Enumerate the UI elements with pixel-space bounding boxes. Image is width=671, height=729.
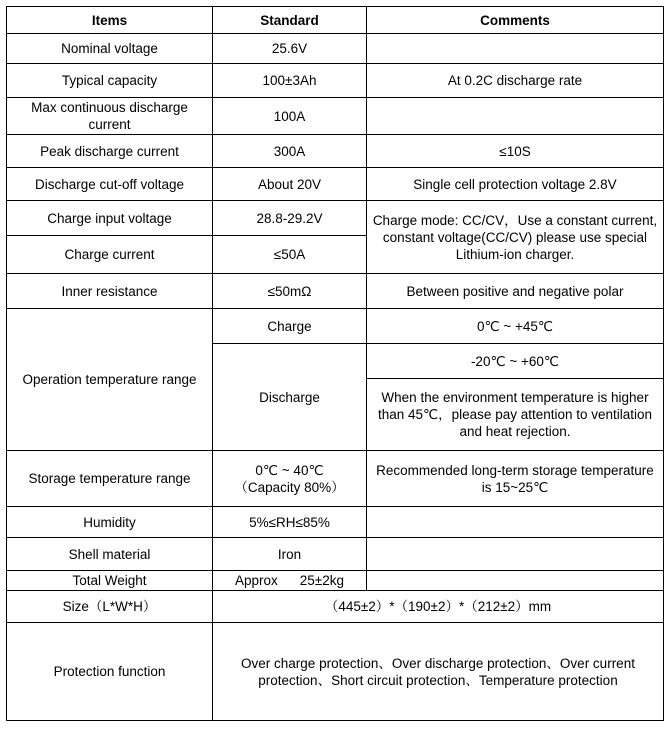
table-row	[7, 274, 664, 309]
item-cell: Peak discharge current	[7, 135, 213, 168]
weight-approx-label: Approx	[235, 573, 278, 588]
storage-range: 0℃ ~ 40℃	[255, 462, 324, 478]
table-row	[7, 135, 664, 168]
comment-cell	[367, 571, 664, 591]
header-standard: Standard	[213, 7, 367, 34]
size-item: Size（L*W*H）	[7, 591, 213, 623]
comment-cell	[367, 538, 664, 571]
comment-cell	[367, 34, 664, 64]
table-row	[7, 34, 664, 64]
total-weight-standard	[213, 571, 367, 591]
item-cell: Nominal voltage	[7, 34, 213, 64]
operation-temperature-item: Operation temperature range	[7, 309, 213, 451]
table-row	[7, 64, 664, 98]
standard-cell: Iron	[213, 538, 367, 571]
item-cell: Shell material	[7, 538, 213, 571]
total-weight-item: Total Weight	[7, 571, 213, 591]
discharge-label: Discharge	[213, 344, 367, 451]
standard-cell: 300A	[213, 135, 367, 168]
item-cell: Typical capacity	[7, 64, 213, 98]
item-cell: Discharge cut-off voltage	[7, 168, 213, 201]
discharge-temperature-value: -20℃ ~ +60℃	[367, 344, 664, 379]
standard-cell: 100A	[213, 98, 367, 135]
table-row	[7, 98, 664, 135]
table-row	[7, 201, 664, 236]
header-row	[7, 7, 664, 34]
discharge-temperature-note: When the environment temperature is higher than 45℃，please pay attention to ventilation and heat rejection.	[367, 379, 664, 451]
charge-temperature-value: 0℃ ~ +45℃	[367, 309, 664, 344]
comment-cell: Between positive and negative polar	[367, 274, 664, 309]
table-row	[7, 591, 664, 623]
item-cell: Charge input voltage	[7, 201, 213, 236]
storage-temperature-standard	[213, 451, 367, 507]
item-cell: Inner resistance	[7, 274, 213, 309]
table-row	[7, 309, 664, 344]
weight-value: 25±2kg	[299, 573, 344, 588]
table-row	[7, 538, 664, 571]
protection-item: Protection function	[7, 623, 213, 721]
storage-temperature-item: Storage temperature range	[7, 451, 213, 507]
storage-temperature-comment: Recommended long-term storage temperature is 15~25℃	[367, 451, 664, 507]
header-items: Items	[7, 7, 213, 34]
standard-cell: ≤50A	[213, 236, 367, 274]
battery-spec-table	[6, 6, 664, 721]
item-cell: Humidity	[7, 507, 213, 538]
comment-cell	[367, 507, 664, 538]
comment-cell	[367, 98, 664, 135]
protection-value: Over charge protection、Over discharge protection、Over current protection、Short circuit protection、Temperature protection	[213, 623, 664, 721]
comment-cell: At 0.2C discharge rate	[367, 64, 664, 98]
comment-cell: Single cell protection voltage 2.8V	[367, 168, 664, 201]
standard-cell: ≤50mΩ	[213, 274, 367, 309]
item-cell: Max continuous discharge current	[7, 98, 213, 135]
table-row	[7, 571, 664, 591]
item-cell: Charge current	[7, 236, 213, 274]
header-comments: Comments	[367, 7, 664, 34]
standard-cell: 5%≤RH≤85%	[213, 507, 367, 538]
table-row	[7, 168, 664, 201]
table-row	[7, 507, 664, 538]
charge-mode-comment: Charge mode: CC/CV，Use a constant current, constant voltage(CC/CV) please use special Lithium-ion charger.	[367, 201, 664, 274]
standard-cell: 25.6V	[213, 34, 367, 64]
size-value: （445±2）*（190±2）*（212±2）mm	[213, 591, 664, 623]
storage-capacity: （Capacity 80%）	[234, 479, 345, 495]
comment-cell: ≤10S	[367, 135, 664, 168]
standard-cell: About 20V	[213, 168, 367, 201]
standard-cell: 100±3Ah	[213, 64, 367, 98]
table-row	[7, 623, 664, 721]
standard-cell: 28.8-29.2V	[213, 201, 367, 236]
charge-label: Charge	[213, 309, 367, 344]
table-row	[7, 451, 664, 507]
